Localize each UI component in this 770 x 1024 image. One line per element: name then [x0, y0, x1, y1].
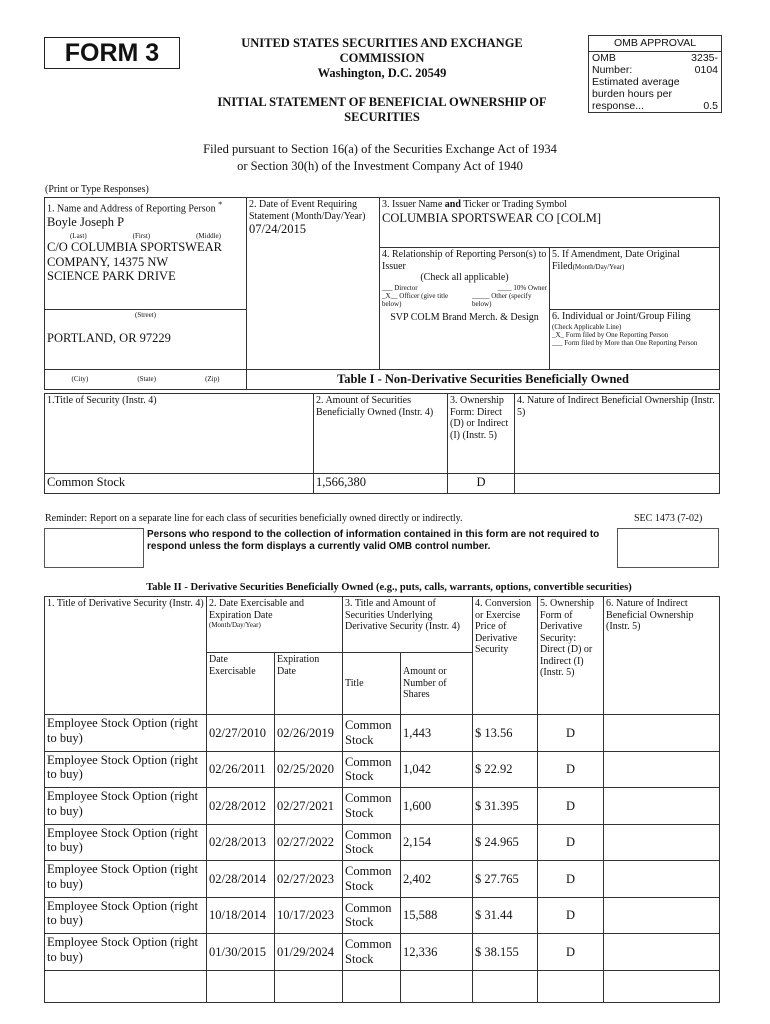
- table-row: [45, 751, 720, 788]
- table-1-col-1: 1.Title of Security (Instr. 4): [45, 394, 314, 474]
- omb-burden-label-3: response...: [592, 100, 644, 112]
- officer-option[interactable]: _X__ Officer (give title below): [382, 291, 449, 308]
- table-row: [45, 824, 720, 861]
- address-line-3: SCIENCE PARK DRIVE: [47, 269, 176, 284]
- left-blank-box: [44, 528, 144, 568]
- table-1-col-3: 3. Ownership Form: Direct (D) or Indirect (I) (Instr. 5): [448, 394, 515, 474]
- table-2-col-2a: Date Exercisable: [207, 653, 275, 715]
- table-2-header-row: [45, 597, 720, 653]
- multi-person-option[interactable]: ___ Form filed by More than One Reporting Person: [552, 338, 698, 347]
- city-state-zip-captions: [45, 370, 247, 390]
- omb-approval-box: [588, 35, 722, 113]
- date-exercisable: 01/30/2015: [207, 934, 275, 971]
- exercise-price: $ 24.965: [473, 824, 538, 861]
- omb-heading: OMB APPROVAL: [589, 36, 721, 52]
- date-exercisable: 02/28/2012: [207, 788, 275, 825]
- table-2-col-1: 1. Title of Derivative Security (Instr. 4): [45, 597, 207, 715]
- form-title-line-2: SECURITIES: [344, 110, 420, 124]
- ownership-form: D: [538, 751, 604, 788]
- agency-line-2: COMMISSION: [339, 51, 425, 65]
- first-caption: (First): [132, 232, 151, 241]
- table-2-col-4: 4. Conversion or Exercise Price of Derivative Security: [473, 597, 538, 715]
- street-caption: (Street): [135, 311, 156, 319]
- reporting-person-name: Boyle Joseph P: [47, 214, 125, 229]
- city-caption: (City): [71, 374, 89, 383]
- section-2-label: 2. Date of Event Requiring Statement (Month/Day/Year): [249, 199, 366, 222]
- ownership-form: D: [538, 824, 604, 861]
- table-1-col-4: 4. Nature of Indirect Beneficial Ownership (Instr. 5): [515, 394, 720, 474]
- section-4-label: 4. Relationship of Reporting Person(s) to Issuer: [382, 249, 547, 272]
- underlying-title: Common Stock: [343, 788, 401, 825]
- address-street-cell: [45, 310, 247, 370]
- section-2-cell: [247, 198, 380, 370]
- underlying-shares: 15,588: [401, 897, 473, 934]
- table-row: [45, 788, 720, 825]
- table-2-title: Table II - Derivative Securities Beneficially Owned (e.g., puts, calls, warrants, options, convertible securities): [146, 582, 632, 593]
- section-6-sub: (Check Applicable Line): [552, 322, 622, 331]
- middle-caption: (Middle): [196, 232, 221, 241]
- underlying-title: Common Stock: [343, 897, 401, 934]
- expiration-date: 01/29/2024: [275, 934, 343, 971]
- table-2-col-2b: Expiration Date: [275, 653, 343, 715]
- date-exercisable: 10/18/2014: [207, 897, 275, 934]
- underlying-title: Common Stock: [343, 715, 401, 752]
- filed-line-2: or Section 30(h) of the Investment Company Act of 1940: [237, 159, 523, 173]
- expiration-date: 10/17/2023: [275, 897, 343, 934]
- table-2-col-5: 5. Ownership Form of Derivative Security: Direct (D) or Indirect (I) (Instr. 5): [538, 597, 604, 715]
- expiration-date: 02/27/2023: [275, 861, 343, 898]
- section-5-cell: [550, 248, 720, 310]
- table-2: [44, 596, 720, 1003]
- derivative-title: Employee Stock Option (right to buy): [45, 788, 207, 825]
- nature-of-ownership: [604, 715, 720, 752]
- check-all-applicable: (Check all applicable): [420, 272, 509, 283]
- form-number-box: FORM 3: [44, 37, 180, 69]
- director-option[interactable]: ___ Director: [382, 283, 418, 292]
- underlying-shares: 2,402: [401, 861, 473, 898]
- table-2-col-3b: Amount or Number of Shares: [401, 653, 473, 715]
- other-option[interactable]: _____ Other (specify below): [472, 291, 532, 308]
- section-3-and: and: [444, 199, 461, 210]
- ten-percent-owner-option[interactable]: ____ 10% Owner: [497, 283, 547, 292]
- table-2-empty-row: [45, 970, 720, 1002]
- underlying-shares: 12,336: [401, 934, 473, 971]
- section-1-cell: [45, 198, 247, 310]
- underlying-shares: 1,600: [401, 788, 473, 825]
- table-1-header-row: [45, 394, 720, 474]
- ownership-form: D: [538, 861, 604, 898]
- officer-title: SVP COLM Brand Merch. & Design: [390, 311, 539, 323]
- derivative-title: Employee Stock Option (right to buy): [45, 751, 207, 788]
- city-state-zip: PORTLAND, OR 97229: [47, 331, 171, 345]
- expiration-date: 02/27/2022: [275, 824, 343, 861]
- table-1-title: Table I - Non-Derivative Securities Beneficially Owned: [247, 370, 720, 390]
- table-2-col-6: 6. Nature of Indirect Beneficial Ownership (Instr. 5): [604, 597, 720, 715]
- exercise-price: $ 22.92: [473, 751, 538, 788]
- persons-notice: Persons who respond to the collection of information contained in this form are not required to respond unless the form displays a currently valid OMB control number.: [147, 529, 600, 552]
- right-blank-box: [617, 528, 719, 568]
- security-nature: [515, 474, 720, 494]
- exercise-price: $ 27.765: [473, 861, 538, 898]
- section-6-label: 6. Individual or Joint/Group Filing: [552, 311, 691, 322]
- table-2-col-2-label: 2. Date Exercisable and Expiration Date: [209, 598, 304, 621]
- security-title: Common Stock: [45, 474, 314, 494]
- nature-of-ownership: [604, 751, 720, 788]
- omb-number-label: OMB Number:: [592, 52, 633, 76]
- section-1-label: 1. Name and Address of Reporting Person: [47, 203, 216, 215]
- ownership-form: D: [538, 715, 604, 752]
- section-3-label: 3. Issuer Name: [382, 199, 443, 210]
- omb-burden-value: 0.5: [703, 100, 718, 112]
- ownership-form: D: [538, 788, 604, 825]
- derivative-title: Employee Stock Option (right to buy): [45, 934, 207, 971]
- exercise-price: $ 31.395: [473, 788, 538, 825]
- section-5-sub: (Month/Day/Year): [572, 262, 625, 271]
- table-row: [45, 934, 720, 971]
- date-exercisable: 02/26/2011: [207, 751, 275, 788]
- exercise-price: $ 31.44: [473, 897, 538, 934]
- underlying-title: Common Stock: [343, 934, 401, 971]
- omb-number-value-1: 3235-: [691, 52, 718, 64]
- table-1: [44, 393, 720, 494]
- security-amount: 1,566,380: [314, 474, 448, 494]
- underlying-title: Common Stock: [343, 861, 401, 898]
- omb-number-value-2: 0104: [694, 64, 718, 76]
- section-3-label-rest: Ticker or Trading Symbol: [463, 199, 568, 210]
- print-type-note: (Print or Type Responses): [45, 184, 149, 195]
- derivative-title: Employee Stock Option (right to buy): [45, 824, 207, 861]
- date-exercisable: 02/27/2010: [207, 715, 275, 752]
- derivative-title: Employee Stock Option (right to buy): [45, 715, 207, 752]
- address-line-1: C/O COLUMBIA SPORTSWEAR: [47, 240, 222, 255]
- derivative-title: Employee Stock Option (right to buy): [45, 861, 207, 898]
- underlying-title: Common Stock: [343, 751, 401, 788]
- nature-of-ownership: [604, 788, 720, 825]
- underlying-shares: 1,042: [401, 751, 473, 788]
- omb-burden-label-1: Estimated average: [592, 76, 680, 88]
- table-2-col-2: [207, 597, 343, 653]
- section-3-cell: [380, 198, 720, 248]
- form-title-line-1: INITIAL STATEMENT OF BENEFICIAL OWNERSHIP OF: [217, 95, 547, 109]
- nature-of-ownership: [604, 824, 720, 861]
- zip-caption: (Zip): [205, 374, 220, 383]
- section-4-cell: [380, 248, 550, 370]
- table-row: [45, 897, 720, 934]
- agency-line-1: UNITED STATES SECURITIES AND EXCHANGE: [241, 36, 523, 50]
- last-caption: (Last): [69, 232, 87, 241]
- date-exercisable: 02/28/2014: [207, 861, 275, 898]
- date-exercisable: 02/28/2013: [207, 824, 275, 861]
- table-1-col-2: 2. Amount of Securities Beneficially Owned (Instr. 4): [314, 394, 448, 474]
- omb-burden-label-2: burden hours per: [592, 88, 672, 100]
- table-2-col-3a: Title: [343, 653, 401, 715]
- expiration-date: 02/27/2021: [275, 788, 343, 825]
- address-line-2: COMPANY, 14375 NW: [47, 254, 169, 269]
- section-5-label: 5. If Amendment, Date Original Filed: [552, 249, 680, 272]
- underlying-title: Common Stock: [343, 824, 401, 861]
- table-2-col-3: 3. Title and Amount of Securities Underlying Derivative Security (Instr. 4): [343, 597, 473, 653]
- ownership-form: D: [538, 897, 604, 934]
- expiration-date: 02/26/2019: [275, 715, 343, 752]
- reminder-text: Reminder: Report on a separate line for each class of securities beneficially owned directly or indirectly.: [45, 513, 463, 524]
- table-2-col-2-sub: (Month/Day/Year): [209, 621, 261, 629]
- section-1-asterisk: *: [218, 200, 223, 209]
- agency-line-3: Washington, D.C. 20549: [317, 66, 447, 80]
- section-6-cell: [550, 310, 720, 370]
- one-person-option[interactable]: _X_ Form filed by One Reporting Person: [552, 330, 669, 339]
- exercise-price: $ 13.56: [473, 715, 538, 752]
- filed-line-1: Filed pursuant to Section 16(a) of the Securities Exchange Act of 1934: [203, 142, 557, 156]
- underlying-shares: 1,443: [401, 715, 473, 752]
- state-caption: (State): [137, 374, 156, 383]
- table-1-row: [45, 474, 720, 494]
- table-row: [45, 715, 720, 752]
- reporting-person-grid: [44, 197, 720, 390]
- ownership-form: D: [538, 934, 604, 971]
- table-2-body: [45, 715, 720, 971]
- nature-of-ownership: [604, 897, 720, 934]
- table-row: [45, 861, 720, 898]
- agency-header: [188, 36, 576, 125]
- nature-of-ownership: [604, 934, 720, 971]
- underlying-shares: 2,154: [401, 824, 473, 861]
- exercise-price: $ 38.155: [473, 934, 538, 971]
- nature-of-ownership: [604, 861, 720, 898]
- event-date: 07/24/2015: [249, 222, 306, 236]
- sec-form-number: SEC 1473 (7-02): [634, 513, 703, 524]
- security-ownership-form: D: [448, 474, 515, 494]
- derivative-title: Employee Stock Option (right to buy): [45, 897, 207, 934]
- expiration-date: 02/25/2020: [275, 751, 343, 788]
- issuer-name: COLUMBIA SPORTSWEAR CO [COLM]: [382, 210, 602, 225]
- filed-pursuant-text: [100, 141, 660, 175]
